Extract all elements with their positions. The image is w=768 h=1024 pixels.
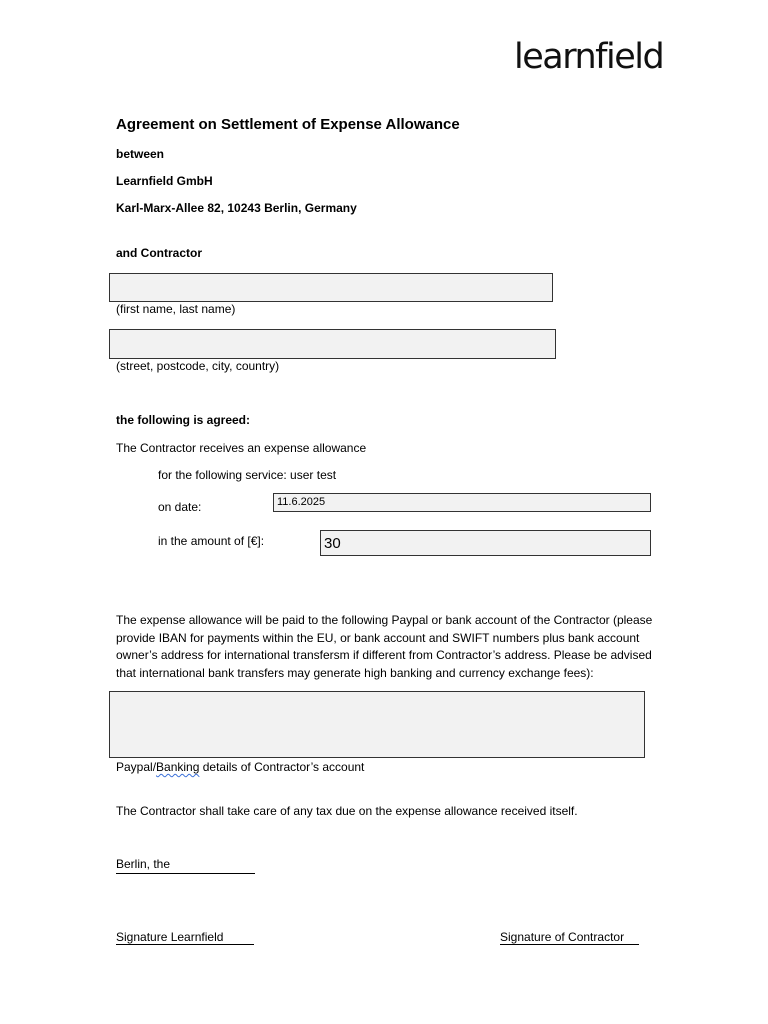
caption-prefix: Paypal/: [116, 760, 157, 774]
signature-learnfield-line: [116, 944, 254, 945]
receives-allowance-text: The Contractor receives an expense allowance: [116, 441, 367, 455]
date-field[interactable]: [273, 493, 651, 512]
date-value: 11.6.2025: [277, 496, 326, 508]
company-address: Karl-Marx-Allee 82, 10243 Berlin, Germany: [116, 201, 357, 215]
signature-learnfield-label: Signature Learnfield: [116, 930, 224, 944]
document-title: Agreement on Settlement of Expense Allowance: [116, 116, 460, 133]
contractor-address-caption: (street, postcode, city, country): [116, 359, 280, 373]
tax-statement: The Contractor shall take care of any tax due on the expense allowance received itself.: [116, 804, 578, 818]
place-date-label: Berlin, the: [116, 857, 171, 871]
caption-marked-word: Banking: [156, 760, 200, 774]
between-label: between: [116, 147, 165, 161]
and-contractor-label: and Contractor: [116, 246, 203, 260]
account-details-caption: [116, 760, 364, 775]
amount-label: in the amount of [€]:: [158, 534, 265, 548]
signature-contractor-line: [500, 944, 639, 945]
amount-field[interactable]: [320, 530, 651, 556]
contractor-address-field[interactable]: [109, 329, 556, 359]
service-text: for the following service: user test: [158, 468, 337, 482]
caption-suffix: details of Contractor’s account: [199, 760, 365, 774]
contractor-name-field[interactable]: [109, 273, 553, 302]
contractor-name-caption: (first name, last name): [116, 302, 236, 316]
payment-instructions: The expense allowance will be paid to the following Paypal or bank account of the Contractor (please provide IBAN for payments within the EU, or bank account and SWIFT numbers plus bank account owner’s address for international transfersm if different from Contractor’s address. Please be advised that international bank transfers may generate high banking and currency exchange fees):: [116, 613, 653, 680]
date-label: on date:: [158, 500, 202, 514]
amount-value: 30: [324, 535, 341, 552]
signature-contractor-label: Signature of Contractor: [500, 930, 625, 944]
company-name: Learnfield GmbH: [116, 174, 213, 188]
account-details-field[interactable]: [109, 691, 645, 758]
place-date-line: [116, 873, 255, 874]
learnfield-logo: learnfield: [514, 37, 664, 77]
agreed-heading: the following is agreed:: [116, 413, 251, 427]
